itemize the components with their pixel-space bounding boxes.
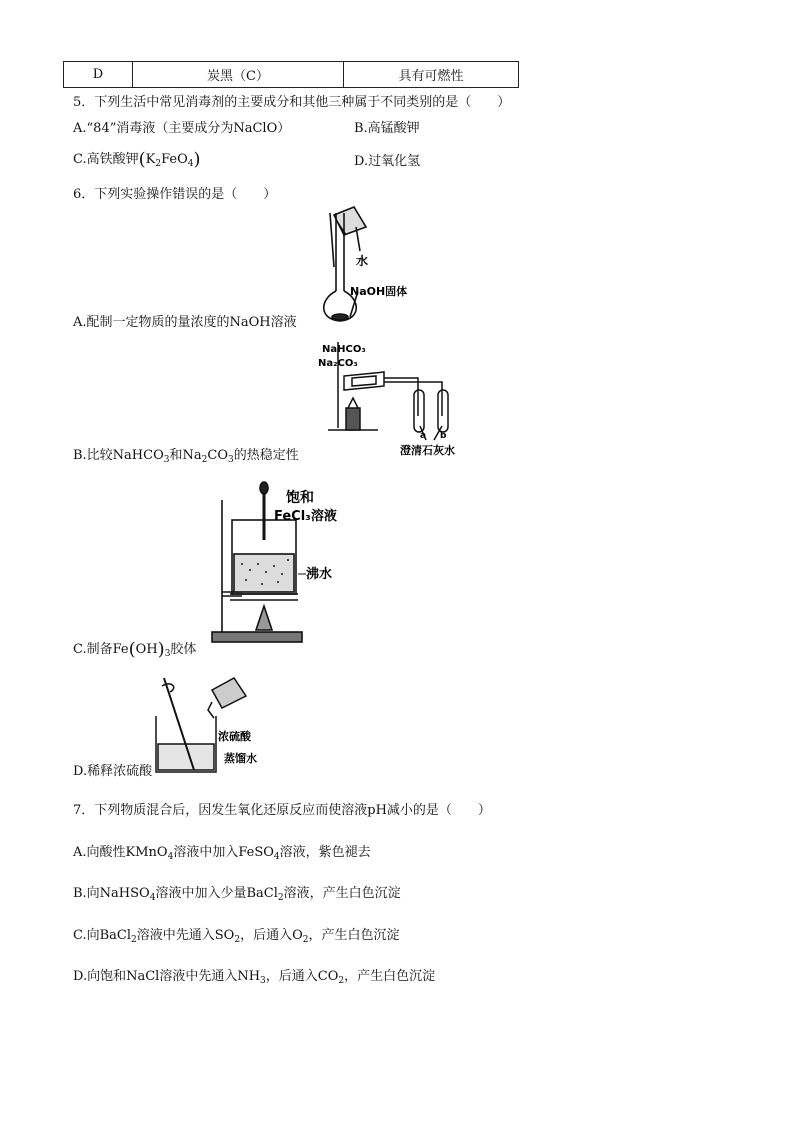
fig-b-label1: NaHCO₃ (322, 344, 366, 355)
q5-c-k: K (145, 152, 156, 167)
fig-d-water-label: 蒸馏水 (224, 752, 257, 765)
fig-b-a: a (420, 431, 427, 441)
q7-b-part: 溶液中加入少量BaCl (155, 886, 278, 901)
q6-b-part: B.比较NaHCO (73, 448, 164, 463)
q6-c-sub: 3 (164, 649, 171, 659)
q6-b-sub: 3 (163, 455, 170, 465)
q6-b-part: 和Na (169, 448, 202, 463)
q5-c-label: C.高铁酸钾 (73, 152, 139, 167)
fig-a-water-label: 水 (356, 254, 369, 268)
q7-d-sub: 2 (338, 976, 345, 986)
q7-a-sub: 4 (273, 852, 280, 862)
q7-option-c (73, 924, 400, 943)
q6-option-d: D.稀释浓硫酸 (73, 764, 153, 779)
fig-b-lime-label: 澄清石灰水 (400, 444, 455, 457)
q5-c-sub: 2 (155, 159, 162, 169)
q7-c-sub: 2 (302, 935, 309, 945)
q7-a-part: A.向酸性KMnO (73, 845, 168, 860)
q6-stem: 6．下列实验操作错误的是（ ） (73, 187, 277, 202)
q7-c-part: C.向BaCl (73, 928, 132, 943)
q6-option-b (73, 444, 299, 463)
q5-stem: 5．下列生活中常见消毒剂的主要成分和其他三种属于不同类别的是（ ） (73, 95, 511, 110)
q6-c-part: C.制备Fe (73, 642, 129, 657)
q5-option-d: D.过氧化氢 (354, 154, 421, 169)
q7-b-part: B.向NaHSO (73, 886, 150, 901)
q6-b-sub: 3 (227, 455, 234, 465)
q5-c-sub: 4 (187, 159, 194, 169)
volumetric-flask-figure (310, 205, 420, 325)
q6-option-c: C.制备$Fe(OH)_3$胶体 (73, 639, 197, 660)
q5-option-b: B.高锰酸钾 (354, 121, 420, 136)
fig-a-solid-label: NaOH固体 (350, 285, 408, 298)
q6-option-a: A.配制一定物质的量浓度的NaOH溶液 (73, 315, 297, 330)
q5-option-c: C.高铁酸钾$(K_2FeO_4)$ (73, 149, 201, 170)
q7-option-b (73, 882, 401, 901)
table-cell: 炭黑（C） (133, 62, 344, 88)
q7-option-d (73, 965, 435, 984)
fig-b-b: b (440, 431, 447, 441)
q7-c-sub: 2 (131, 935, 137, 945)
q7-stem: 7．下列物质混合后，因发生氧化还原反应而使溶液pH减小的是（ ） (73, 803, 491, 818)
q6-b-sub: 2 (201, 455, 208, 465)
table-cell: 具有可燃性 (344, 62, 519, 88)
q5-option-a: A.“84”消毒液（主要成分为NaClO） (73, 121, 291, 136)
q7-option-a (73, 841, 371, 860)
table-cell: D (64, 62, 133, 88)
dilution-figure (150, 672, 280, 780)
fig-d-acid-label: 浓硫酸 (218, 730, 251, 743)
fig-c-label1: 饱和 (286, 490, 314, 506)
q7-b-part: 溶液，产生白色沉淀 (283, 886, 401, 901)
q7-d-part: ，产生白色沉淀 (344, 969, 436, 984)
fig-c-boil-label: 沸水 (306, 567, 333, 582)
q7-a-part: 溶液中加入FeSO (173, 845, 274, 860)
q6-c-oh: OH (135, 642, 158, 657)
q7-d-part: D.向饱和NaCl溶液中先通入NH (73, 969, 261, 984)
q7-b-sub: 2 (277, 893, 284, 903)
q7-c-part: ，后通入O (240, 928, 303, 943)
q7-d-part: ，后通入CO (265, 969, 339, 984)
q7-c-part: 溶液中先通入SO (136, 928, 235, 943)
q7-a-sub: 4 (167, 852, 174, 862)
q6-c-part: 胶体 (170, 642, 197, 657)
table-row (64, 62, 519, 88)
colloid-figure (212, 480, 362, 650)
q7-c-part: ，产生白色沉淀 (308, 928, 400, 943)
q7-d-sub: 3 (260, 976, 266, 986)
fig-c-label2: FeCl₃溶液 (274, 509, 337, 524)
fig-b-label2: Na₂CO₃ (318, 358, 358, 369)
q7-a-part: 溶液，紫色褪去 (279, 845, 371, 860)
q7-c-sub: 2 (234, 935, 241, 945)
q5-c-feo: FeO (161, 152, 188, 167)
answer-table (63, 61, 519, 88)
q7-b-sub: 4 (149, 893, 156, 903)
thermal-stability-figure (318, 338, 468, 458)
q6-b-part: CO (207, 448, 228, 463)
q6-b-part: 的热稳定性 (233, 448, 299, 463)
